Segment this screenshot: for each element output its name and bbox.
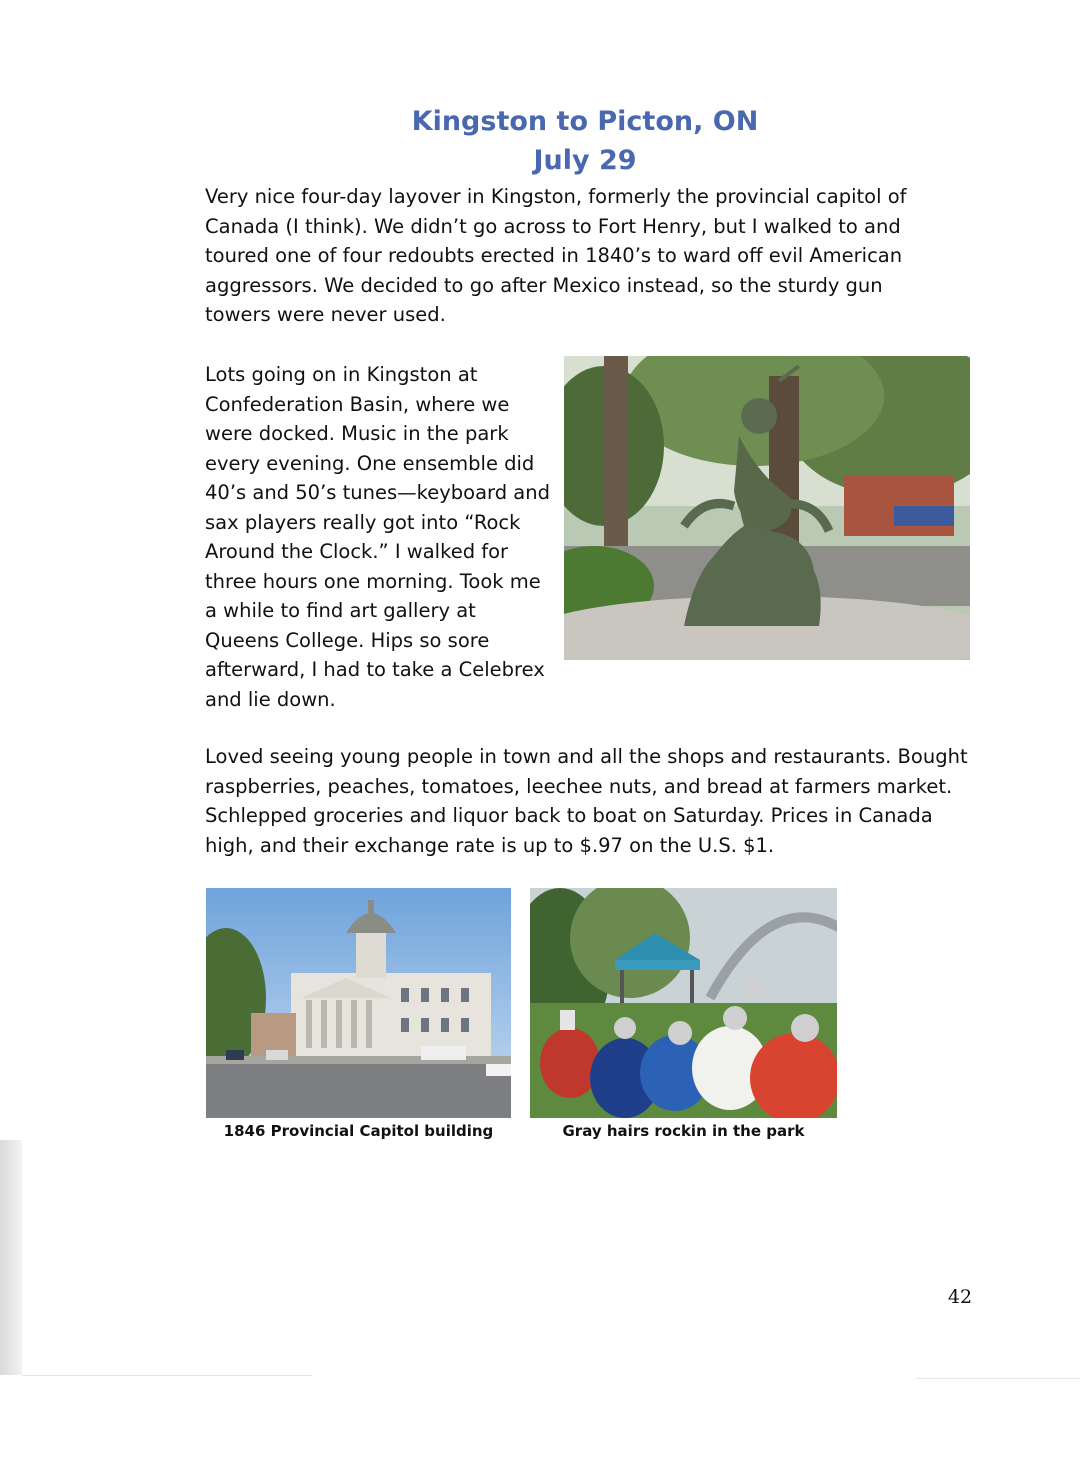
paragraph-confederation-basin: Lots going on in Kingston at Confederation Basin, where we were docked. Music in the park every evening. One ensemble did 40’s and 50’s tunes—keyboard and sax players really got into “Rock Around the Clock.” I walked for three hours one morning. Took me a while to find art gallery at Queens College. Hips so sore afterward, I had to take a Celebrex and lie down. [205, 363, 550, 711]
page-title: Kingston to Picton, ON [411, 106, 759, 137]
capitol-building-photo [206, 888, 511, 1118]
scan-edge-line [915, 1378, 1080, 1379]
page-date: July 29 [533, 145, 637, 176]
scan-edge-shadow [0, 1140, 22, 1375]
paragraph-intro: Very nice four-day layover in Kingston, formerly the provincial capitol of Canada (I think). We didn’t go across to Fort Henry, but I walked to and toured one of four redoubts erected in 1840’s to ward off evil American aggressors. We decided to go after Mexico instead, so the sturdy gun towers were never used. [205, 185, 907, 326]
page-number: 42 [947, 1286, 973, 1308]
park-photo-caption: Gray hairs rockin in the park [562, 1122, 805, 1140]
scan-edge-line [22, 1375, 312, 1376]
paragraph-shopping: Loved seeing young people in town and all the shops and restaurants. Bought raspberries, peaches, tomatoes, leechee nuts, and bread at farmers market. Schlepped groceries and liquor back to boat on Saturday. Prices in Canada high, and their exchange rate is up to $.97 on the U.S. $1. [205, 745, 968, 857]
park-concert-photo [530, 888, 837, 1118]
leapfrog-statue-photo [564, 356, 970, 660]
capitol-photo-caption: 1846 Provincial Capitol building [223, 1122, 494, 1140]
